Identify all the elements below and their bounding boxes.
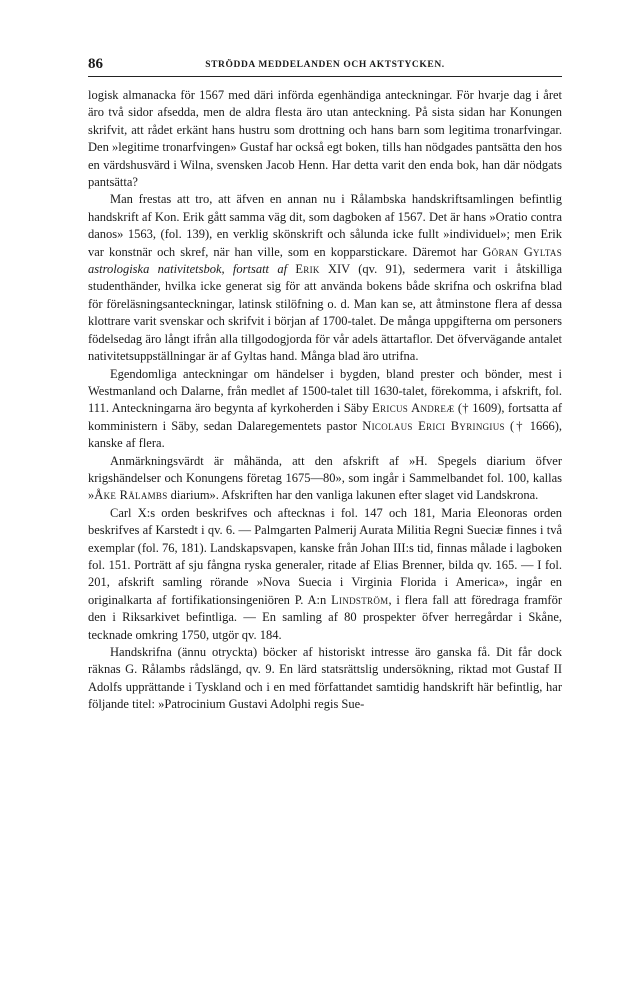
- person-name-byringius: Nicolaus Erici Byringius: [362, 418, 505, 433]
- paragraph-4-part-a: Anmärkningsvärdt är måhända, att den afskrift af »H. Spegels diarium öfver krigshändelser och Konungens företag 1675—80», som ingår i Sammelbandet fol. 100, kallas »: [88, 453, 562, 503]
- paragraph-3: [88, 366, 562, 453]
- paragraph-2-part-a: Man frestas att tro, att äfven en annan nu i Rålambska handskriftsamlingen befintlig handskrift af Kon. Erik gått samma väg dit, som dagboken af 1567. Det är hans »Oratio contra danos» 1563, (fol. 139), en verklig skönskrift och sålunda icke fullt »individuel»; men Erik var konstnär och skref, när han ville, som en kopparstickare. Däremot har: [88, 192, 562, 259]
- running-title: STRÖDDA MEDDELANDEN OCH AKTSTYCKEN.: [205, 60, 445, 70]
- paragraph-3-part-c: († 1666), kanske af flera.: [88, 418, 562, 451]
- author-name-erik: Erik: [295, 262, 320, 277]
- person-name-ralamb: Åke Rålambs: [94, 488, 168, 503]
- paragraph-4: [88, 453, 562, 505]
- body-text: [88, 87, 562, 714]
- paragraph-3-part-b: († 1609), fortsatta af komministern i Säby, sedan Dalaregementets pastor: [88, 401, 562, 433]
- paragraph-2: [88, 191, 562, 365]
- page-number: 86: [88, 56, 103, 72]
- paragraph-5: [88, 505, 562, 644]
- paragraph-5-part-a: Carl X:s orden beskrifves och aftecknas i fol. 147 och 181, Maria Eleonoras orden beskrifves af Karstedt i qv. 6. — Palmgarten Palmerij Aurata Militia Regni Sueciæ finnes i två exemplar (fol. 76, 181). Landskapsvapen, kanske från Johan III:s tid, finnas målade i lagboken fol. 151. Porträtt af sju fångna ryska generaler, ritade af Elias Brenner, bilda qv. 165. — I fol. 201, afskrift samling rörande »Nova Suecia i Virginia Florida i America», ingår en originalkarta af fortifikationsingeniören P. A:n: [88, 505, 562, 607]
- paragraph-3-part-a: Egendomliga anteckningar om händelser i bygden, bland prester och bönder, mest i Westmanland och Dalarne, från medlet af 1500-talet till 1630-talet, förekomma, i afskrift, fol. 111. Anteckningarna äro begynta af kyrkoherden i Säby: [88, 366, 562, 416]
- book-title-italic: astrologiska nativitetsbok, fortsatt af: [88, 262, 288, 277]
- paragraph-4-part-b: diarium». Afskriften har den vanliga lakunen efter slaget vid Landskrona.: [167, 488, 539, 503]
- person-name-ericus: Ericus Andreæ: [372, 401, 455, 416]
- person-name-lindstrom: Lindström: [331, 592, 389, 607]
- document-page: [88, 56, 562, 714]
- paragraph-6: Handskrifna (ännu otryckta) böcker af historiskt intresse äro ganska få. Dit får dock räknas G. Rålambs rådslängd, qv. 9. En lärd statsrättslig undersökning, riktad mot Gustaf II Adolfs upprättande i Tyskland och i en med författandet samtidig handskrift här befintlig, har följande titel: »Patrocinium Gustavi Adolphi regis Sue-: [88, 645, 562, 712]
- author-name-gyltas: Göran Gyltas: [482, 244, 563, 259]
- paragraph-5-part-b: , i flera fall att föredraga framför den i Riksarkivet befintliga. — En samling af 80 prospekter öfver herregårdar i Skåne, tecknade omkring 1750, utgör qv. 184.: [88, 592, 562, 642]
- page-header: [88, 56, 562, 77]
- paragraph-2-part-b: XIV (qv. 91), sedermera varit i åtskilliga studenthänder, hvilka icke generat sig för att använda bokens både skrifna och oskrifna blad för föreläsningsanteckningar, latinsk stilöfning o. d. Man kan se, att åtminstone flera af dessa klottrare varit svenskar och skrifvit i början af 1700-talet. De många uppgifterna om personers födelsedag äro långt ifrån alla tillgodogjorda för vår adels ättartaflor. Det öfvervägande antalet nativitetsuppställningar är af Gyltas hand. Många blad äro utrifna.: [88, 262, 562, 364]
- paragraph-1: logisk almanacka för 1567 med däri införda egenhändiga anteckningar. För hvarje dag i året äro två sidor afsedda, men de aldra flesta äro utan anteckning. På sista sidan har Konungen skrifvit, att rådet erkänt hans hustru som drottning och hans barn som legitima tronarfvingar. Den »legitime tronarfvingen» Gustaf har också egt boken, tills han nödgades pantsätta den hos en värdshusvärd i Wilna, svensken Jacob Henn. Har detta varit den enda bok, han där nödgats pantsätta?: [88, 88, 562, 190]
